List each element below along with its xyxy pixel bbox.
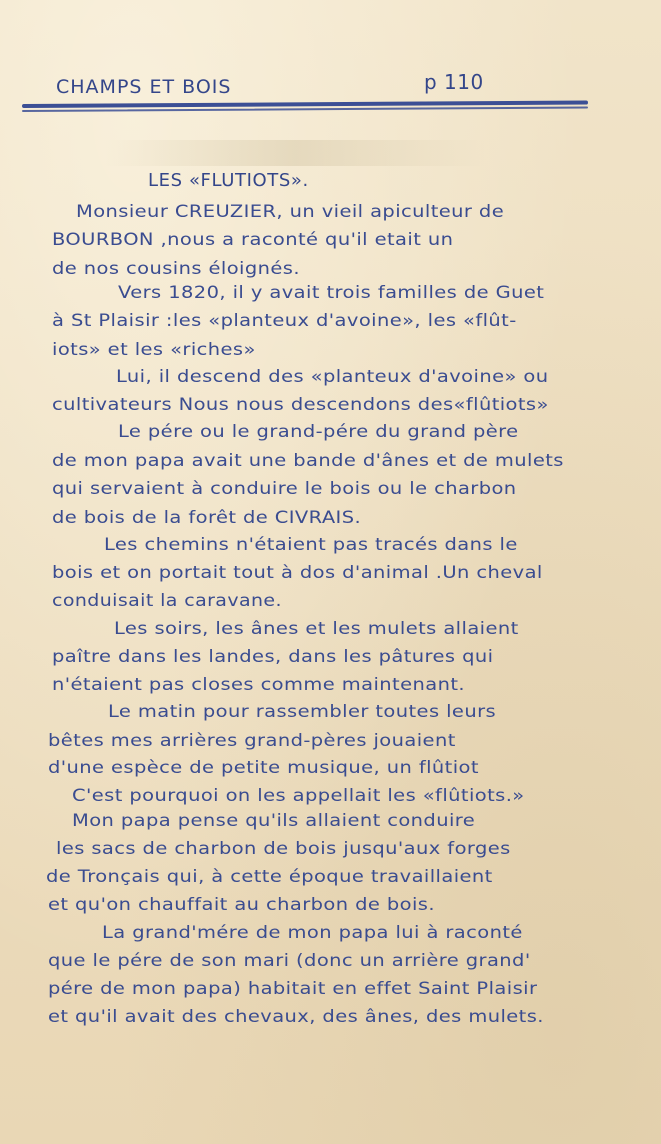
body-line: de bois de la forêt de CIVRAIS. bbox=[52, 508, 362, 527]
body-line: Monsieur CREUZIER, un vieil apiculteur de bbox=[76, 202, 505, 221]
body-line: La grand'mére de mon papa lui à raconté bbox=[102, 923, 523, 942]
body-line: Mon papa pense qu'ils allaient conduire bbox=[72, 811, 476, 830]
body-line: Lui, il descend des «planteux d'avoine» ou bbox=[116, 367, 549, 386]
body-line: Les soirs, les ânes et les mulets allaient bbox=[114, 619, 519, 638]
body-line: Les chemins n'étaient pas tracés dans le bbox=[104, 535, 518, 554]
body-line: cultivateurs Nous nous descendons des«flûtiots» bbox=[52, 395, 549, 414]
page-number: p 110 bbox=[424, 70, 484, 94]
header-title: CHAMPS ET BOIS bbox=[56, 76, 232, 98]
body-line: et qu'il avait des chevaux, des ânes, des mulets. bbox=[48, 1007, 544, 1026]
body-line: bêtes mes arrières grand-pères jouaient bbox=[48, 731, 456, 750]
body-line: paître dans les landes, dans les pâtures qui bbox=[52, 647, 494, 666]
body-line: les sacs de charbon de bois jusqu'aux forges bbox=[56, 839, 511, 858]
body-line: de Tronçais qui, à cette époque travaillaient bbox=[46, 867, 493, 886]
body-line: et qu'on chauffait au charbon de bois. bbox=[48, 895, 435, 914]
body-line: de nos cousins éloignés. bbox=[52, 259, 300, 278]
show-through-smudge bbox=[105, 140, 485, 166]
body-line: conduisait la caravane. bbox=[52, 591, 282, 610]
body-line: à St Plaisir :les «planteux d'avoine», les «flût- bbox=[52, 311, 517, 330]
body-line: que le pére de son mari (donc un arrière grand' bbox=[48, 951, 531, 970]
body-line: iots» et les «riches» bbox=[52, 340, 256, 359]
body-line: d'une espèce de petite musique, un flûtiot bbox=[48, 758, 479, 777]
body-line: qui servaient à conduire le bois ou le charbon bbox=[52, 479, 517, 498]
body-line: n'étaient pas closes comme maintenant. bbox=[52, 675, 465, 694]
body-line: C'est pourquoi on les appellait les «flûtiots.» bbox=[72, 786, 525, 805]
body-line: de mon papa avait une bande d'ânes et de mulets bbox=[52, 451, 564, 470]
body-line: Le matin pour rassembler toutes leurs bbox=[108, 702, 497, 721]
body-line: Vers 1820, il y avait trois familles de Guet bbox=[118, 283, 545, 302]
body-line: pére de mon papa) habitait en effet Saint Plaisir bbox=[48, 979, 538, 998]
body-line: BOURBON ,nous a raconté qu'il etait un bbox=[52, 230, 454, 249]
body-line: Le pére ou le grand-pére du grand père bbox=[118, 422, 519, 441]
body-line: bois et on portait tout à dos d'animal .Un cheval bbox=[52, 563, 543, 582]
document-title: LES «FLUTIOTS». bbox=[148, 170, 309, 191]
